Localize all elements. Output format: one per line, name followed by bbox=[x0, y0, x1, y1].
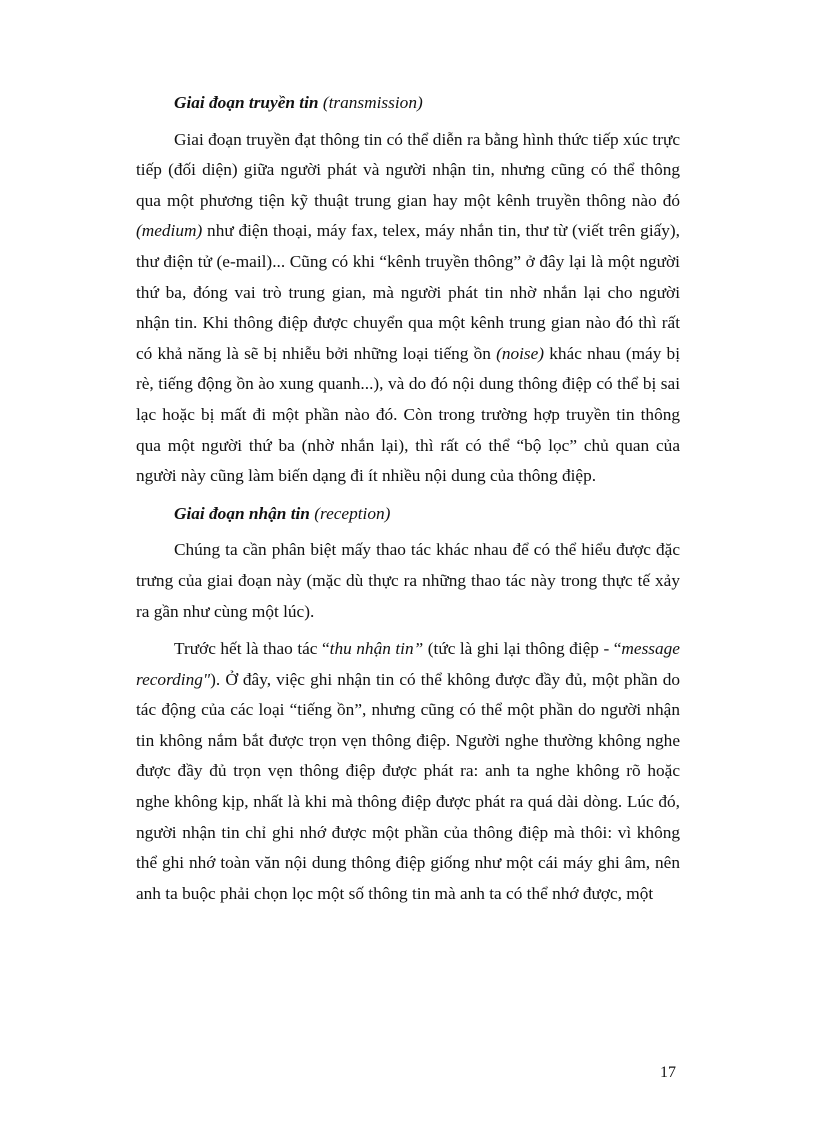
text-run: như điện thoại, máy fax, telex, máy nhắn tin, thư từ (viết trên giấy), thư điện tử (e-mail)... Cũng có khi “kênh truyền thông” ở đây lại là một người thứ ba, đóng vai trò trung gian, mà người phát tin nhờ nhắn lại cho người nhận tin. Khi thông điệp được chuyển qua một kênh trung gian nào đó thì rất có khả năng là sẽ bị nhiễu bởi những loại tiếng ồn bbox=[136, 221, 680, 363]
paragraph-reception-intro: Chúng ta cần phân biệt mấy thao tác khác nhau để có thể hiểu được đặc trưng của giai đoạn này (mặc dù thực ra những thao tác này trong thực tế xảy ra gần như cùng một lúc). bbox=[136, 540, 680, 621]
text-run: Trước hết là thao tác “ bbox=[174, 639, 330, 659]
heading-term: (reception) bbox=[314, 503, 391, 523]
paragraph-message-recording bbox=[136, 634, 680, 909]
text-run: Giai đoạn truyền đạt thông tin có thể diễn ra bằng hình thức tiếp xúc trực tiếp (đối diện) giữa người phát và người nhận tin, nhưng cũng có thể thông qua một phương tiện kỹ thuật trung gian hay một kênh truyền thông nào đó bbox=[136, 129, 680, 210]
paragraph-transmission bbox=[136, 125, 680, 492]
heading-title: Giai đoạn nhận tin bbox=[174, 503, 310, 523]
section-heading-transmission bbox=[136, 88, 680, 119]
page-body bbox=[136, 88, 680, 916]
heading-title: Giai đoạn truyền tin bbox=[174, 93, 319, 112]
section-heading-reception bbox=[136, 499, 680, 530]
term-message-recording: message recording" bbox=[136, 639, 680, 689]
text-run: ). Ở đây, việc ghi nhận tin có thể không được đầy đủ, một phần do tác động của các loại “tiếng ồn”, nhưng cũng có thể một phần do người nhận tin không nắm bắt được trọn vẹn thông điệp. Người nghe thường không nghe được đầy đủ trọn vẹn thông điệp được phát ra: anh ta nghe không rõ hoặc nghe không kịp, nhất là khi mà thông điệp được phát ra quá dài dòng. Lúc đó, người nhận tin chỉ ghi nhớ được một phần của thông điệp mà thôi: vì không thể ghi nhớ toàn văn nội dung thông điệp giống như một cái máy ghi âm, nên anh ta buộc phải chọn lọc một số thông tin mà anh ta có thể nhớ được, một bbox=[136, 669, 680, 903]
term-medium: (medium) bbox=[136, 221, 203, 241]
term-noise: (noise) bbox=[496, 343, 545, 363]
term-thu-nhan-tin: thu nhận tin” bbox=[329, 639, 424, 659]
heading-term: (transmission) bbox=[322, 93, 423, 112]
text-run: khác nhau (máy bị rè, tiếng động ồn ào xung quanh...), và do đó nội dung thông điệp có thể bị sai lạc hoặc bị mất đi một phần nào đó. Còn trong trường hợp truyền tin thông qua một người thứ ba (nhờ nhắn lại), thì rất có thể “bộ lọc” chủ quan của người này cũng làm biến dạng đi ít nhiều nội dung của thông điệp. bbox=[136, 343, 680, 486]
page-number: 17 bbox=[660, 1064, 676, 1081]
text-run: (tức là ghi lại thông điệp - “ bbox=[427, 639, 622, 659]
